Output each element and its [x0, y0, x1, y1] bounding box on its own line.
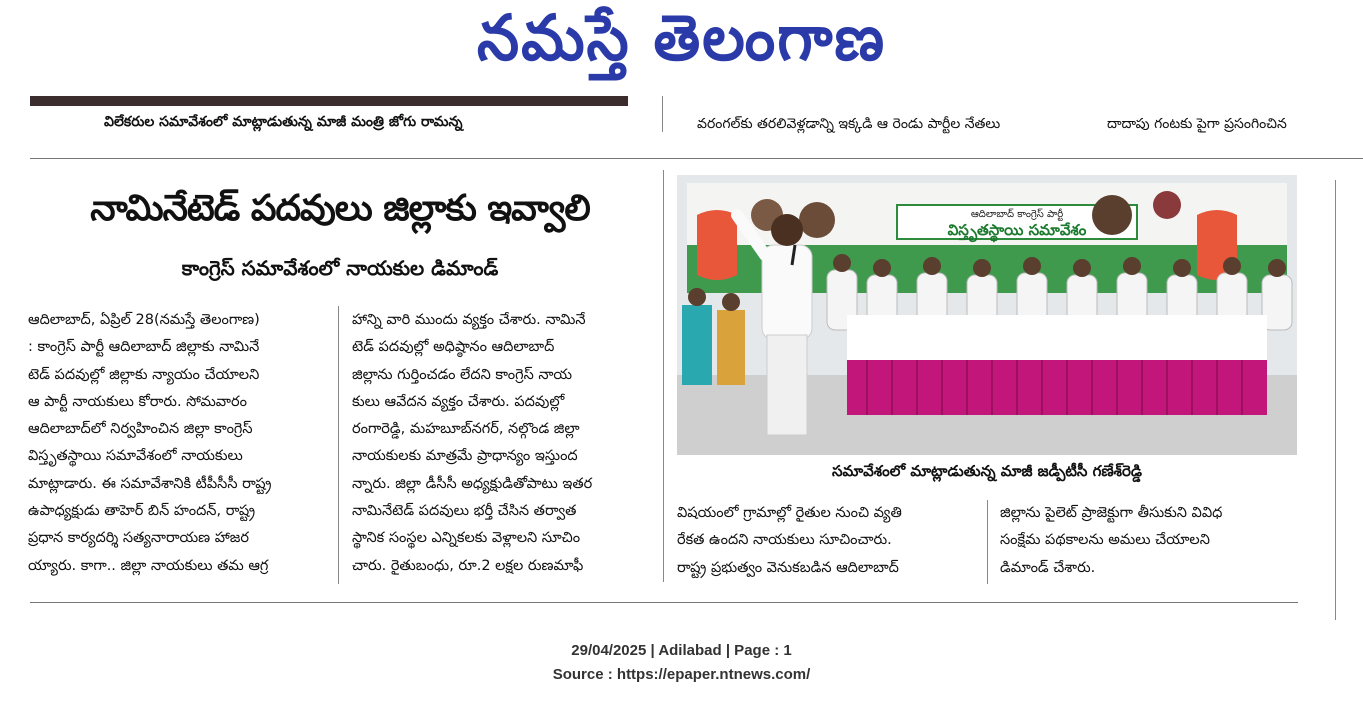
banner-small-text: ఆదిలాబాద్ కాంగ్రెస్ పార్టీ	[970, 209, 1064, 220]
edition-info: 29/04/2025 | Adilabad | Page : 1	[571, 642, 792, 659]
meeting-photo	[677, 175, 1297, 455]
column-divider	[338, 306, 339, 584]
column-line: ప్రధాన కార్యదర్శి సత్యనారాయణ హాజర	[28, 530, 249, 547]
column-line: జిల్లాను పైలెట్ ప్రాజెక్టుగా తీసుకుని వివిధ	[1000, 505, 1223, 521]
source-link[interactable]: Source : https://epaper.ntnews.com/	[552, 666, 811, 683]
article-subheadline: కాంగ్రెస్ సమావేశంలో నాయకుల డిమాండ్	[181, 256, 499, 280]
masthead	[0, 0, 1363, 92]
column-line: ఆదిలాబాద్, ఏప్రిల్ 28(నమస్తే తెలంగాణ)	[28, 312, 260, 328]
page-edge-divider	[1335, 180, 1336, 620]
previous-article-photo-bottom	[30, 96, 628, 106]
column-line: జిల్లాను గుర్తించడం లేదని కాంగ్రెస్ నాయ	[352, 366, 573, 383]
banner-large-text: విస్తృతస్థాయి సమావేశం	[947, 221, 1087, 239]
column-divider	[987, 500, 988, 584]
column-line: నాయకులకు మాత్రమే ప్రాధాన్యం ఇస్తుంద	[352, 448, 578, 465]
meeting-photo-illustration	[677, 175, 1297, 455]
article-column-2	[352, 307, 650, 580]
column-line: డిమాండ్ చేశారు.	[1000, 559, 1096, 576]
article-column-3	[677, 500, 975, 582]
column-line: య్యారు. కాగా.. జిల్లా నాయకులు తమ ఆగ్ర	[28, 557, 269, 574]
section-divider	[30, 158, 1363, 159]
column-line: సంక్షేమ పథకాలను అమలు చేయాలని	[1000, 532, 1210, 549]
column-divider	[662, 96, 663, 132]
column-line: విషయంలో గ్రామాల్లో రైతుల నుంచి వ్యతి	[677, 505, 902, 521]
column-line: రేకత ఉందని నాయకులు సూచించారు.	[677, 532, 892, 549]
column-line: స్థానిక సంస్థల ఎన్నికలకు వెళ్లాలని సూచిం	[352, 530, 581, 547]
column-line: టెడ్ పదవుల్లో అధిష్ఠానం ఆదిలాబాద్	[352, 339, 555, 356]
column-line: చారు. రైతుబంధు, రూ.2 లక్షల రుణమాఫీ	[352, 557, 584, 574]
column-line: ఆదిలాబాద్‌లో నిర్వహించిన జిల్లా కాంగ్రెస్	[28, 421, 253, 438]
column-line: కులు ఆవేదన వ్యక్తం చేశారు. పదవుల్లో	[352, 393, 565, 410]
article-headline: నామినేటెడ్ పదవులు జిల్లాకు ఇవ్వాలి	[90, 188, 590, 229]
previous-photo-caption: విలేకరుల సమావేశంలో మాట్లాడుతున్న మాజీ మంత్రి జోగు రామన్న	[104, 114, 463, 130]
column-line: హాన్ని వారి ముందు వ్యక్తం చేశారు. నామినే	[352, 312, 586, 328]
column-line: ఆ పార్టీ నాయకులు కోరారు. సోమవారం	[28, 393, 247, 410]
column-line: న్నారు. జిల్లా డీసీసీ అధ్యక్షుడితోపాటు ఇతర	[352, 475, 593, 492]
column-line: విస్తృతస్థాయి సమావేశంలో నాయకులు	[28, 448, 243, 465]
column-line: మాట్లాడారు. ఈ సమావేశానికి టీపీసీసీ రాష్ట్ర	[28, 475, 272, 492]
column-divider	[663, 170, 664, 582]
continued-text-right: దాదాపు గంటకు పైగా ప్రసంగించిన	[1107, 116, 1287, 132]
photo-caption: సమావేశంలో మాట్లాడుతున్న మాజీ జడ్పీటీసీ గణేశ్‌రెడ్డి	[831, 462, 1143, 480]
masthead-title: నమస్తే తెలంగాణ	[476, 1, 887, 76]
column-line: నామినేటెడ్ పదవులు భర్తీ చేసిన తర్వాత	[352, 503, 577, 520]
column-line: రంగారెడ్డి, మహబూబ్‌నగర్, నల్గొండ జిల్లా	[352, 421, 580, 438]
column-line: టెడ్ పదవుల్లో జిల్లాకు న్యాయం చేయాలని	[28, 366, 260, 383]
column-line: ఉపాధ్యక్షుడు తాహెర్ బిన్ హందన్, రాష్ట్ర	[28, 503, 256, 520]
continued-text-mid: వరంగల్‌కు తరలివెళ్లడాన్ని ఇక్కడి ఆ రెండు పార్టీల నేతలు	[697, 116, 1001, 132]
article-column-1	[28, 307, 326, 580]
column-line: రాష్ట్ర ప్రభుత్వం వెనుకబడిన ఆదిలాబాద్	[677, 559, 899, 576]
article-bottom-divider	[30, 602, 1298, 603]
column-line: : కాంగ్రెస్ పార్టీ ఆదిలాబాద్ జిల్లాకు నామినే	[28, 339, 260, 356]
article-column-4	[1000, 500, 1298, 582]
